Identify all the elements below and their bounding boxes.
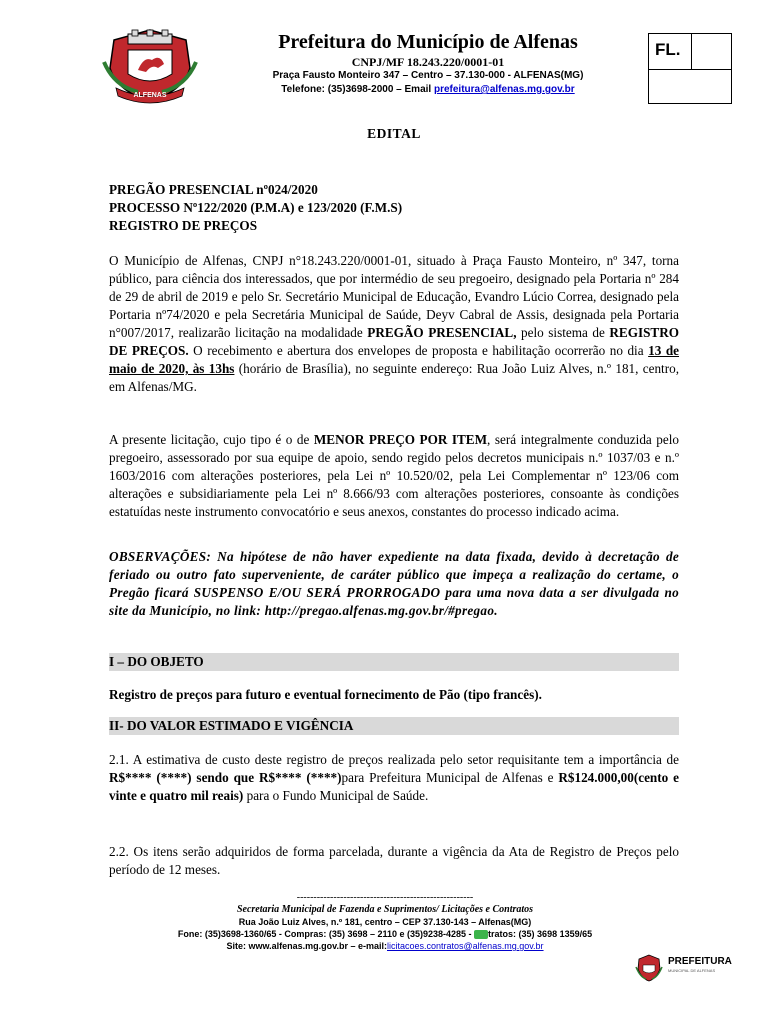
- section-objeto-heading: I – DO OBJETO: [109, 653, 679, 671]
- logo-text: PREFEITURA: [668, 956, 732, 967]
- municipality-cnpj: CNPJ/MF 18.243.220/0001-01: [351, 55, 505, 69]
- municipality-contact: [208, 84, 648, 95]
- processo-number: PROCESSO Nº122/2020 (P.M.A) e 123/2020 (F.M.S): [109, 200, 403, 215]
- item-2-1: 2.1. A estimativa de custo deste registro de preços realizada pelo setor requisitante tem a importância de R$**** (****) sendo que R$**** (****)para Prefeitura Municipal de Alfenas e R$124.000,00(cento e vinte e quatro mil reais) para o Fundo Municipal de Saúde.: [109, 752, 679, 803]
- fl-label: FL.: [655, 40, 681, 59]
- opening-date: 13 de maio de 2020, às 13hs: [109, 343, 680, 376]
- email-link[interactable]: prefeitura@alfenas.mg.gov.br: [433, 84, 575, 95]
- phone-text: Telefone: (35)3698-2000 – Email: [281, 84, 434, 95]
- page-number-box: [648, 33, 732, 104]
- whatsapp-icon: [474, 930, 488, 939]
- section-valor-heading: II- DO VALOR ESTIMADO E VIGÊNCIA: [109, 717, 679, 735]
- crest-banner-text: ALFENAS: [133, 92, 167, 99]
- logo-subtext: MUNICIPAL DE ALFENAS: [668, 968, 716, 973]
- small-crest-icon: [634, 953, 664, 983]
- prefeitura-logo: [634, 953, 734, 983]
- licitacao-paragraph: A presente licitação, cujo tipo é o de MENOR PREÇO POR ITEM, será integralmente conduzida pelo pregoeiro, assessorado por sua equipe de apoio, sendo regido pelos decretos municipais n.º 1037/03 e n.º 1603/2016 com alterações posteriores, pela Lei nº 10.520/02, pela Lei Complementar nº 123/06 com alterações e subsidiariamente pela Lei nº 8.666/93 com alterações posteriores, consoante às condições estatuídas neste instrumento convocatório e seus anexos, constantes do processo indicado acima.: [109, 432, 679, 519]
- item-2-2: 2.2. Os itens serão adquiridos de forma parcelada, durante a vigência da Ata de Registro de Preços pelo período de 12 meses.: [109, 844, 679, 877]
- footer-email-link[interactable]: licitacoes.contratos@alfenas.mg.gov.br: [387, 941, 544, 951]
- municipality-address: Praça Fausto Monteiro 347 – Centro – 37.130-000 - ALFENAS(MG): [272, 70, 584, 81]
- box-divider: [691, 34, 692, 70]
- document-heading: EDITAL: [367, 126, 421, 141]
- box-divider: [649, 69, 731, 70]
- footer-address: Rua João Luiz Alves, n.º 181, centro – CEP 37.130-143 – Alfenas(MG): [238, 917, 532, 927]
- footer-site: Site: www.alfenas.mg.gov.br – e-mail:licitacoes.contratos@alfenas.mg.gov.br: [226, 941, 544, 951]
- observacoes-paragraph: OBSERVAÇÕES: Na hipótese de não haver expediente na data fixada, devido à decretação de feriado ou outro fato superveniente, de caráter público que impeça a realização do certame, o Pregão ficará SUSPENSO E/OU SERÁ PRORROGADO para uma nova data a ser divulgada no site da Município, no link: http://pregao.alfenas.mg.gov.br/#pregao.: [109, 549, 679, 618]
- pregao-number: PREGÃO PRESENCIAL nº024/2020: [109, 182, 318, 197]
- registro-precos-label: REGISTRO DE PREÇOS: [109, 218, 258, 233]
- process-identifiers: [109, 181, 402, 235]
- municipal-crest-icon: [94, 28, 206, 104]
- objeto-text: Registro de preços para futuro e eventual fornecimento de Pão (tipo francês).: [109, 687, 542, 702]
- footer-department: Secretaria Municipal de Fazenda e Suprimentos/ Licitações e Contratos: [236, 904, 534, 915]
- footer-rule: -----------------------------------------------------: [296, 892, 474, 903]
- municipality-title: Prefeitura do Município de Alfenas: [278, 31, 578, 53]
- footer-phones: Fone: (35)3698-1360/65 - Compras: (35) 3698 – 2110 e (35)9238-4285 - tratos: (35) 3698 1359/65: [177, 929, 593, 939]
- intro-paragraph: O Município de Alfenas, CNPJ n°18.243.220/0001-01, situado à Praça Fausto Monteiro, nº 347, torna público, para ciência dos interessados, que por intermédio de seu pregoeiro, designado pela Portaria nº 284 de 29 de abril de 2019 e pelo Sr. Secretário Municipal de Educação, Evandro Lúcio Correa, designado pela Portaria nº74/2020 e pela Secretária Municipal de Saúde, Deyv Cabral de Assis, designada pela Portaria n°007/2017, realizarão licitação na modalidade PREGÃO PRESENCIAL, pelo sistema de REGISTRO DE PREÇOS. O recebimento e abertura dos envelopes de proposta e habilitação ocorrerão no dia 13 de maio de 2020, às 13hs (horário de Brasília), no seguinte endereço: Rua João Luiz Alves, n.º 181, centro, em Alfenas/MG.: [109, 253, 680, 394]
